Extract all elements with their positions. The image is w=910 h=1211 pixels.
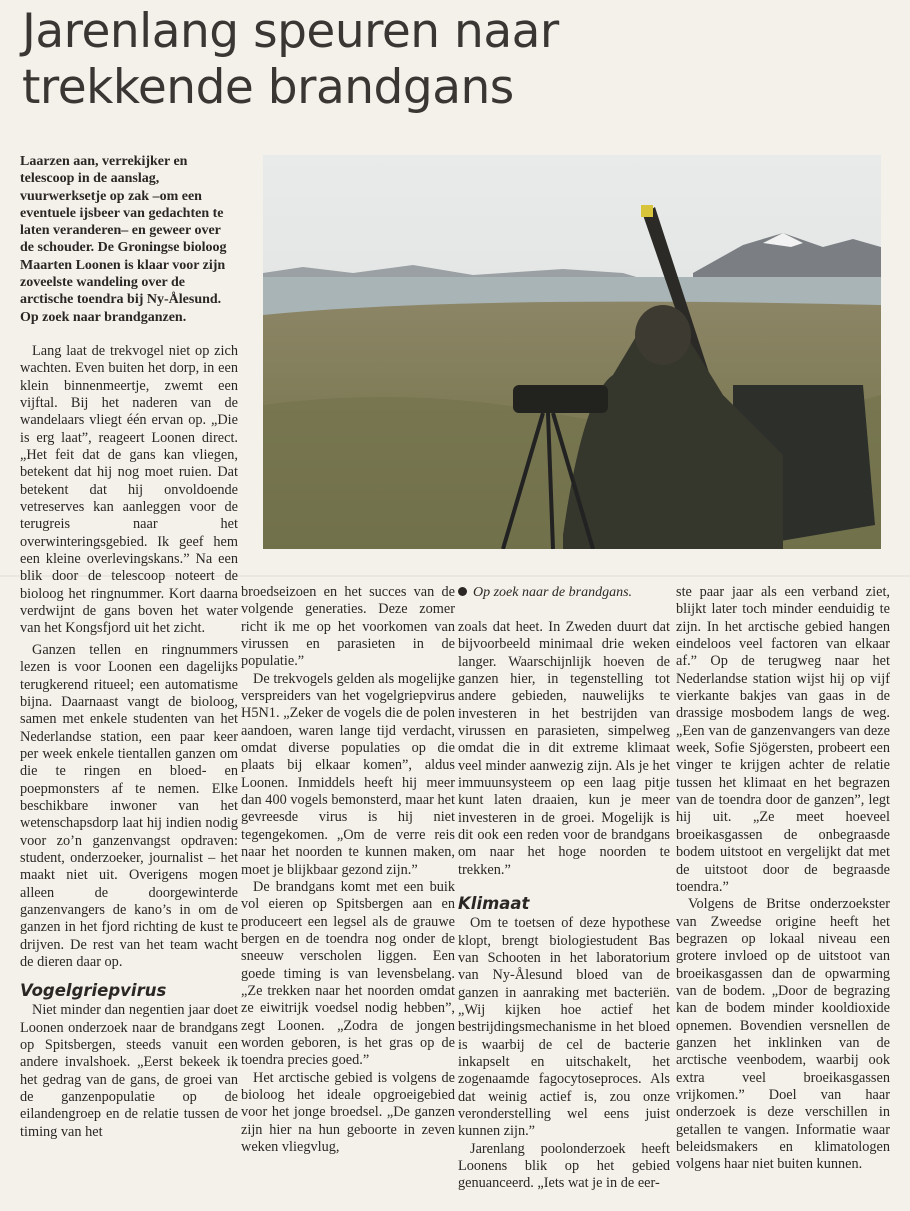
bullet-icon xyxy=(458,587,467,596)
column-4 xyxy=(676,584,890,1174)
column-3 xyxy=(458,619,670,1193)
headline-line-2: trekkende brandgans xyxy=(22,60,514,115)
paragraph: Volgens de Britse onderzoekster van Zweedse origine heeft het begrazen op lokaal niveau een grotere invloed op de uitstoot van broeikasgassen dan de opwarming van de bodem. „Door de begrazing kan de bodem minder kooldioxide opnemen. Bovendien versnellen de ganzen het inklinken van de arctische veenbodem, waarbij ook extra veel broeikasgassen vrijkomen.” Doel van haar onderzoek is deze verschillen in getallen te vangen. Informatie waar beleidsmakers en klimatologen volgens haar niet buiten kunnen. xyxy=(676,896,890,1173)
photo-caption xyxy=(458,585,632,601)
photo-birdwatcher-tundra xyxy=(263,155,881,549)
subheading-klimaat: Klimaat xyxy=(458,894,530,914)
paragraph: Niet minder dan negentien jaar doet Loonen onderzoek naar de brandgans op Spitsbergen, steeds vanuit een andere invalshoek. „Eerst bekeek ik het gedrag van de gans, de groei van de ganzenpopulatie op de eilandengroep en de relatie tussen de timing van het xyxy=(20,1002,238,1140)
subheading-vogelgriepvirus: Vogelgriepvirus xyxy=(20,981,167,1001)
column-2 xyxy=(241,584,455,1156)
article-photo xyxy=(263,155,881,549)
column-1 xyxy=(20,153,238,1141)
paper-fold xyxy=(0,575,910,577)
headline xyxy=(22,4,559,116)
paragraph: De brandgans komt met een buik vol eieren op Spitsbergen aan en produceert een legsel als de grauwe bergen en de toendra nog onder de sneeuw verscholen liggen. Een goede timing is van levensbelang. „Ze trekken naar het noorden omdat ze eiwitrijk voedsel nodig hebben”, zegt Loonen. „Zodra de jongen worden geboren, is het gras op de toendra precies goed.” xyxy=(241,878,455,1069)
paragraph: Jarenlang poolonderzoek heeft Loonens blik op het gebied genuanceerd. „Iets wat je in de eer- xyxy=(458,1140,670,1192)
headline-line-1: Jarenlang speuren naar xyxy=(22,4,559,59)
caption-text: Op zoek naar de brandgans. xyxy=(473,585,633,600)
paragraph: Ganzen tellen en ringnummers lezen is voor Loonen een dagelijks terugkerend ritueel; een automatisme bijna. Daarnaast vangt de bioloog, samen met enkele studenten van het Nederlandse station, een paar keer per week enkele tientallen ganzen om die te ringen en bloed- en poepmonsters af te nemen. Elke beschikbare inwoner van het wetenschapsdorp laat hij indien nodig voor zo’n ganzenvangst opdraven: student, onderzoeker, journalist – het maakt niet uit. Overigens mogen alleen de doorgewinterde ganzenvangers de kano’s in om de ganzen in het fjord richting de kust te drijven. De rest van het team wacht de dieren daar op. xyxy=(20,641,238,970)
paragraph: Het arctische gebied is volgens de bioloog het ideale opgroeigebied voor het jonge broedsel. „De ganzen zijn hier na hun geboorte in zeven weken vliegvlug, xyxy=(241,1069,455,1155)
paragraph: ste paar jaar als een verband ziet, blijkt later toch minder eenduidig te zijn. In het arctische gebied hangen eindeloos veel factoren van elkaar af.” Op de terugweg naar het Nederlandse station wijst hij op vijf vierkante bakjes van gaas in de drassige mosbodem langs de weg. „Een van de ganzenvangers van deze week, Sofie Sjögersten, probeert een vinger te krijgen achter de relatie tussen het klimaat en het begrazen van de toendra door de ganzen”, legt hij uit. „Ze meet hoeveel broeikasgassen de onbegraasde bodem uitstoot en vergelijkt dat met de uitstoot door de begraasde toendra.” xyxy=(676,584,890,895)
paragraph: Lang laat de trekvogel niet op zich wachten. Even buiten het dorp, in een klein binnenmeertje, zwemt een vijftal. Bij het naderen van de wandelaars vliegt één ervan op. „Die is erg laat”, reageert Loonen direct. „Het feit dat de gans kan vliegen, betekent dat hij nog moet ruien. Dat betekent dat hij onvoldoende vetreserves kan aanleggen voor de terugreis naar het overwinteringsgebied. Ik geef hem een kleine overlevingskans.” Na een blik door de telescoop noteert de bioloog het ringnummer. Kort daarna verdwijnt de gans boven het water van het Kongsfjord uit het zicht. xyxy=(20,342,238,637)
paragraph: Om te toetsen of deze hypothese klopt, brengt biologiestudent Bas van Schooten in het laboratorium van Ny-Ålesund bloed van de ganzen in aanraking met bacteriën. „Wij kijken hoe actief het bestrijdingsmechanisme in het bloed is waarbij de cel de bacterie inkapselt en uitschakelt, het zogenaamde fagocytoseproces. Als dat weinig actief is, zou onze veronderstelling wel eens juist kunnen zijn.” xyxy=(458,915,670,1140)
article-intro: Laarzen aan, verrekijker en telescoop in de aanslag, vuurwerksetje op zak –om een eventuele ijsbeer van gedachten te laten veranderen– en geweer over de schouder. De Groningse bioloog Maarten Loonen is klaar voor zijn zoveelste wandeling over de arctische toendra bij Ny-Ålesund. Op zoek naar brandganzen. xyxy=(20,154,227,325)
paragraph: zoals dat heet. In Zweden duurt dat bijvoorbeeld minimaal drie weken langer. Waarschijnlijk hoeven de ganzen hier, in tegenstelling tot andere gebieden, nauwelijks te investeren in het bestrijden van virussen en parasieten, simpelweg omdat die in dit extreme klimaat veel minder aanwezig zijn. Als je het immuunsysteem op een laag pitje kunt laten draaien, kun je meer investeren in de groei. Mogelijk is dit ook een reden voor de brandgans om naar het hoge noorden te trekken.” xyxy=(458,619,670,878)
paragraph: broedseizoen en het succes van de volgende generaties. Deze zomer richt ik me op het voorkomen van virussen en parasieten in de populatie.” xyxy=(241,584,455,670)
paragraph: De trekvogels gelden als mogelijke verspreiders van het vogelgriepvirus H5N1. „Zeker de vogels die de polen aandoen, waren lange tijd verdacht, omdat diverse populaties op die plaats bij elkaar komen”, aldus Loonen. Inmiddels heeft hij meer dan 400 vogels bemonsterd, maar het gevreesde virus is hij niet tegengekomen. „Om de verre reis naar het noorden te kunnen maken, moet je blijkbaar gezond zijn.” xyxy=(241,670,455,878)
